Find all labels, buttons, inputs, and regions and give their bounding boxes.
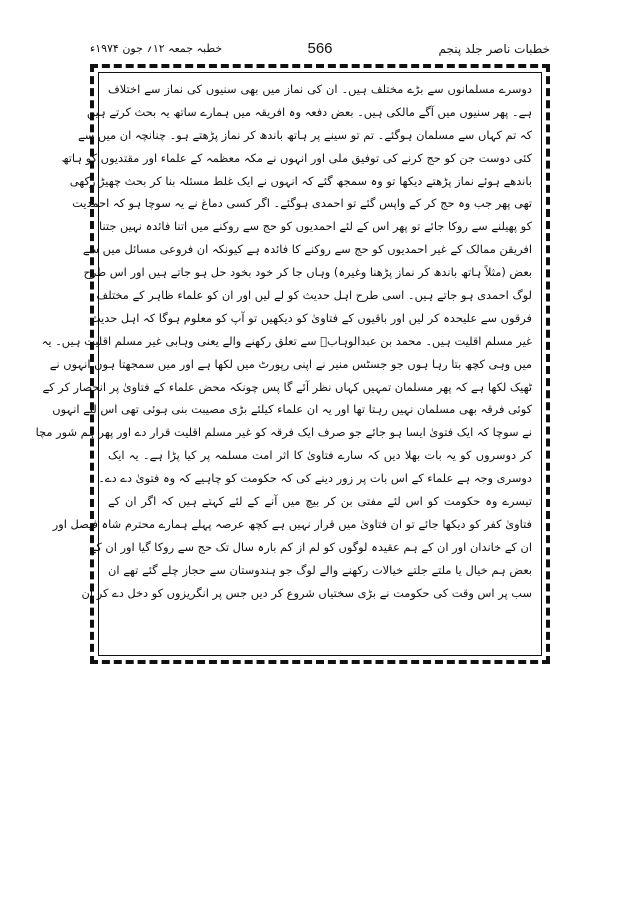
text-line-4: کئی دوست جن کو حج کرنے کی توفیق ملی اور انہوں نے مکہ معظمہ کے علماء اور مقتدیوں کو ہاتھ (61, 150, 532, 165)
text-line-23: سب پر اس وقت کی حکومت نے بڑی سختیاں شروع کر دیں جس پر انگریزوں کو دخل دے کر ان (81, 585, 532, 600)
text-line-9: بعض (مثلاً ہاتھ باندھ کر نماز پڑھنا وغیرہ) وہاں جا کر خود بخود حل ہو جاتے ہیں اور اس طرح (83, 265, 532, 280)
text-line-22: بعض ہم خیال یا ملتے جلتے خیالات رکھنے والے لوگ جو ہندوستان سے حجاز چلے گئے تھے ان (108, 562, 532, 577)
page-number: 566 (307, 40, 333, 57)
text-line-19: تیسرے وہ حکومت کو اس لئے مفتی بن کر بیچ میں آنے کے لئے کہتے ہیں کہ اگر ان کے (108, 494, 532, 509)
text-line-21: ان کے خاندان اور ان کے ہم عقیدہ لوگوں کو لم از کم بارہ سال تک حج سے روکا گیا اور ان کے (89, 539, 532, 554)
text-line-14: ٹھیک لکھا ہے کہ پھر مسلمان تمہیں کہاں نظر آئے گا پس چونکہ محض علماء کے فتاویٰ پر انحصار کر کے (42, 379, 532, 394)
text-line-11: فرقوں سے علیحدہ کر لیں اور باقیوں کے فتاویٰ کو دیکھیں تو آپ کو معلوم ہوگا کہ اہل حدیث (89, 310, 532, 325)
text-line-13: میں وہی کچھ بتا رہا ہوں جو جسٹس منیر نے اپنی رپورٹ میں لکھا ہے اور میں سمجھتا ہوں انہوں نے (49, 356, 532, 371)
text-line-8: افریقن ممالک کے غیر احمدیوں کو حج سے روکنے کا فائدہ ہے کیونکہ ان فروعی مسائل میں سے (82, 242, 532, 257)
header-sermon-date: خطبہ جمعہ ۱۲؍ جون ۱۹۷۴ء (90, 42, 223, 55)
page-header (90, 40, 550, 62)
text-line-10: لوگ احمدی ہو جاتے ہیں۔ اسی طرح اہل حدیث کو لے لیں اور ان کو علماء ظاہر کے مختلف (96, 288, 532, 303)
text-line-7: کو پھیلنے سے روکا جائے تو پھر اس کے لئے احمدیوں کو حج سے روکنے میں اتنا فائدہ نہیں جتنا (99, 219, 532, 234)
header-book-title: خطبات ناصر جلد پنجم (438, 42, 550, 56)
text-frame (35, 64, 550, 664)
text-line-6: تھی پھر جب وہ حج کر کے واپس گئے تو احمدی ہوگئے۔ اگر کسی دماغ نے یہ سوچا ہو کہ احمدیت (72, 196, 532, 211)
text-line-1: دوسرے مسلمانوں سے بڑے مختلف ہیں۔ ان کی نماز میں بھی سنیوں کی نماز سے اختلاف (108, 82, 532, 96)
text-line-2: ہے۔ پھر سنیوں میں آگے مالکی ہیں۔ بعض دفعہ وہ افریقہ میں ہمارے ساتھ یہ بحث کرتے ہیں (86, 104, 532, 119)
text-line-17: کر دوسروں کو یہ بات بھلا دیں کہ سارے فتاویٰ کا اثر امت مسلمہ پر کیا پڑا ہے۔ یہ ایک (108, 448, 532, 463)
text-line-5: باندھے ہوئے نماز پڑھتے دیکھا تو وہ سمجھ گئے کہ انہوں نے ایک غلط مسئلہ بنا کر بحث چھیڑ رکھی (69, 173, 532, 188)
text-line-20: فتاویٰ کفر کو دیکھا جائے تو ان فتاویٰ میں قرار نہیں ہے کچھ عرصہ پہلے ہمارے محترم شاہ فیصل اور (52, 516, 532, 531)
text-line-3: کہ تم کہاں سے مسلمان ہوگئے۔ تم تو سینے پر ہاتھ باندھ کر نماز پڑھتے ہو۔ چنانچہ ان میں سے (78, 127, 532, 142)
text-line-12: غیر مسلم اقلیت ہیں۔ محمد بن عبدالوہابؒ سے تعلق رکھنے والے یعنی وہابی غیر مسلم اقلیت ہیں۔ یہ (41, 333, 532, 348)
document-body (35, 78, 532, 650)
text-line-16: نے سوچا کہ ایک فتویٰ ایسا ہو جائے جو صرف ایک فرقہ کو غیر مسلم اقلیت قرار دے اور پھر ہم شور مچا (35, 425, 532, 440)
text-line-15: کوئی فرقہ بھی مسلمان نہیں رہتا تھا اور یہ ان علماء کیلئے بڑی مصیبت بنی ہوئی تھی اس لئے انہوں (52, 402, 532, 417)
text-line-18: دوسری وجہ ہے علماء کے اس بات پر زور دینے کی کہ حکومت کو چاہیے کہ وہ فتویٰ دے دے۔ (98, 471, 532, 486)
